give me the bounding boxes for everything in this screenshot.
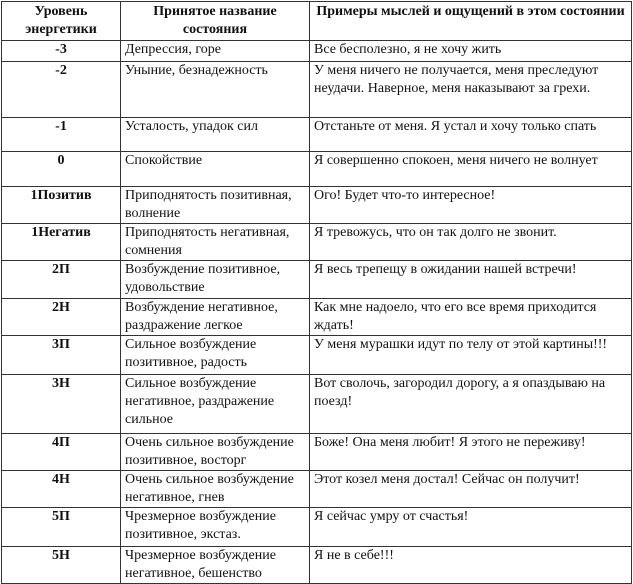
energy-level-cell: -2	[2, 62, 121, 118]
example-cell: Я весь трепещу в ожидании нашей встречи!	[310, 261, 632, 299]
state-name-cell: Сильное возбуждение позитивное, радость	[121, 336, 310, 375]
energy-level-cell: 5Н	[2, 547, 121, 584]
header-examples: Примеры мыслей и ощущений в этом состоянии	[310, 2, 632, 41]
table-row	[2, 299, 632, 336]
energy-level-cell: 3П	[2, 336, 121, 375]
energy-level-cell: 2П	[2, 261, 121, 299]
table-row	[2, 336, 632, 375]
table-row	[2, 434, 632, 471]
state-name-cell: Уныние, безнадежность	[121, 62, 310, 118]
example-cell: Я тревожусь, что он так долго не звонит.	[310, 224, 632, 261]
table-row	[2, 62, 632, 118]
state-name-cell: Чрезмерное возбуждение позитивное, экстаз.	[121, 508, 310, 547]
energy-levels-table	[1, 1, 632, 584]
state-name-cell: Чрезмерное возбуждение негативное, бешенство	[121, 547, 310, 584]
energy-level-cell: 1Негатив	[2, 224, 121, 261]
table-row	[2, 41, 632, 62]
energy-level-cell: 4Н	[2, 471, 121, 508]
state-name-cell: Приподнятость позитивная, волнение	[121, 187, 310, 224]
table-row	[2, 508, 632, 547]
table-row	[2, 187, 632, 224]
example-cell: Как мне надоело, что его все время приходится ждать!	[310, 299, 632, 336]
state-name-cell: Сильное возбуждение негативное, раздражение сильное	[121, 375, 310, 434]
example-cell: Этот козел меня достал! Сейчас он получит!	[310, 471, 632, 508]
table-row	[2, 224, 632, 261]
state-name-cell: Приподнятость негативная, сомнения	[121, 224, 310, 261]
energy-level-cell: -1	[2, 118, 121, 152]
energy-level-cell: 1Позитив	[2, 187, 121, 224]
header-level: Уровень энергетики	[2, 2, 121, 41]
energy-level-cell: 4П	[2, 434, 121, 471]
example-cell: У меня ничего не получается, меня преследуют неудачи. Наверное, меня наказывают за грехи.	[310, 62, 632, 118]
example-cell: Боже! Она меня любит! Я этого не переживу!	[310, 434, 632, 471]
table-row	[2, 118, 632, 152]
example-cell: У меня мурашки идут по телу от этой картины!!!	[310, 336, 632, 375]
energy-level-cell: -3	[2, 41, 121, 62]
energy-level-cell: 2Н	[2, 299, 121, 336]
example-cell: Я сейчас умру от счастья!	[310, 508, 632, 547]
table-row	[2, 152, 632, 187]
state-name-cell: Возбуждение позитивное, удовольствие	[121, 261, 310, 299]
state-name-cell: Очень сильное возбуждение позитивное, восторг	[121, 434, 310, 471]
state-name-cell: Депрессия, горе	[121, 41, 310, 62]
state-name-cell: Очень сильное возбуждение негативное, гнев	[121, 471, 310, 508]
table-row	[2, 261, 632, 299]
table-row	[2, 547, 632, 584]
energy-level-cell: 0	[2, 152, 121, 187]
energy-level-cell: 3Н	[2, 375, 121, 434]
state-name-cell: Усталость, упадок сил	[121, 118, 310, 152]
energy-level-cell: 5П	[2, 508, 121, 547]
state-name-cell: Спокойствие	[121, 152, 310, 187]
example-cell: Вот сволочь, загородил дорогу, а я опаздываю на поезд!	[310, 375, 632, 434]
example-cell: Все бесполезно, я не хочу жить	[310, 41, 632, 62]
example-cell: Ого! Будет что-то интересное!	[310, 187, 632, 224]
header-row	[2, 2, 632, 41]
header-state: Принятое название состояния	[121, 2, 310, 41]
table-row	[2, 471, 632, 508]
example-cell: Я совершенно спокоен, меня ничего не волнует	[310, 152, 632, 187]
example-cell: Я не в себе!!!	[310, 547, 632, 584]
table-row	[2, 375, 632, 434]
example-cell: Отстаньте от меня. Я устал и хочу только спать	[310, 118, 632, 152]
state-name-cell: Возбуждение негативное, раздражение легкое	[121, 299, 310, 336]
